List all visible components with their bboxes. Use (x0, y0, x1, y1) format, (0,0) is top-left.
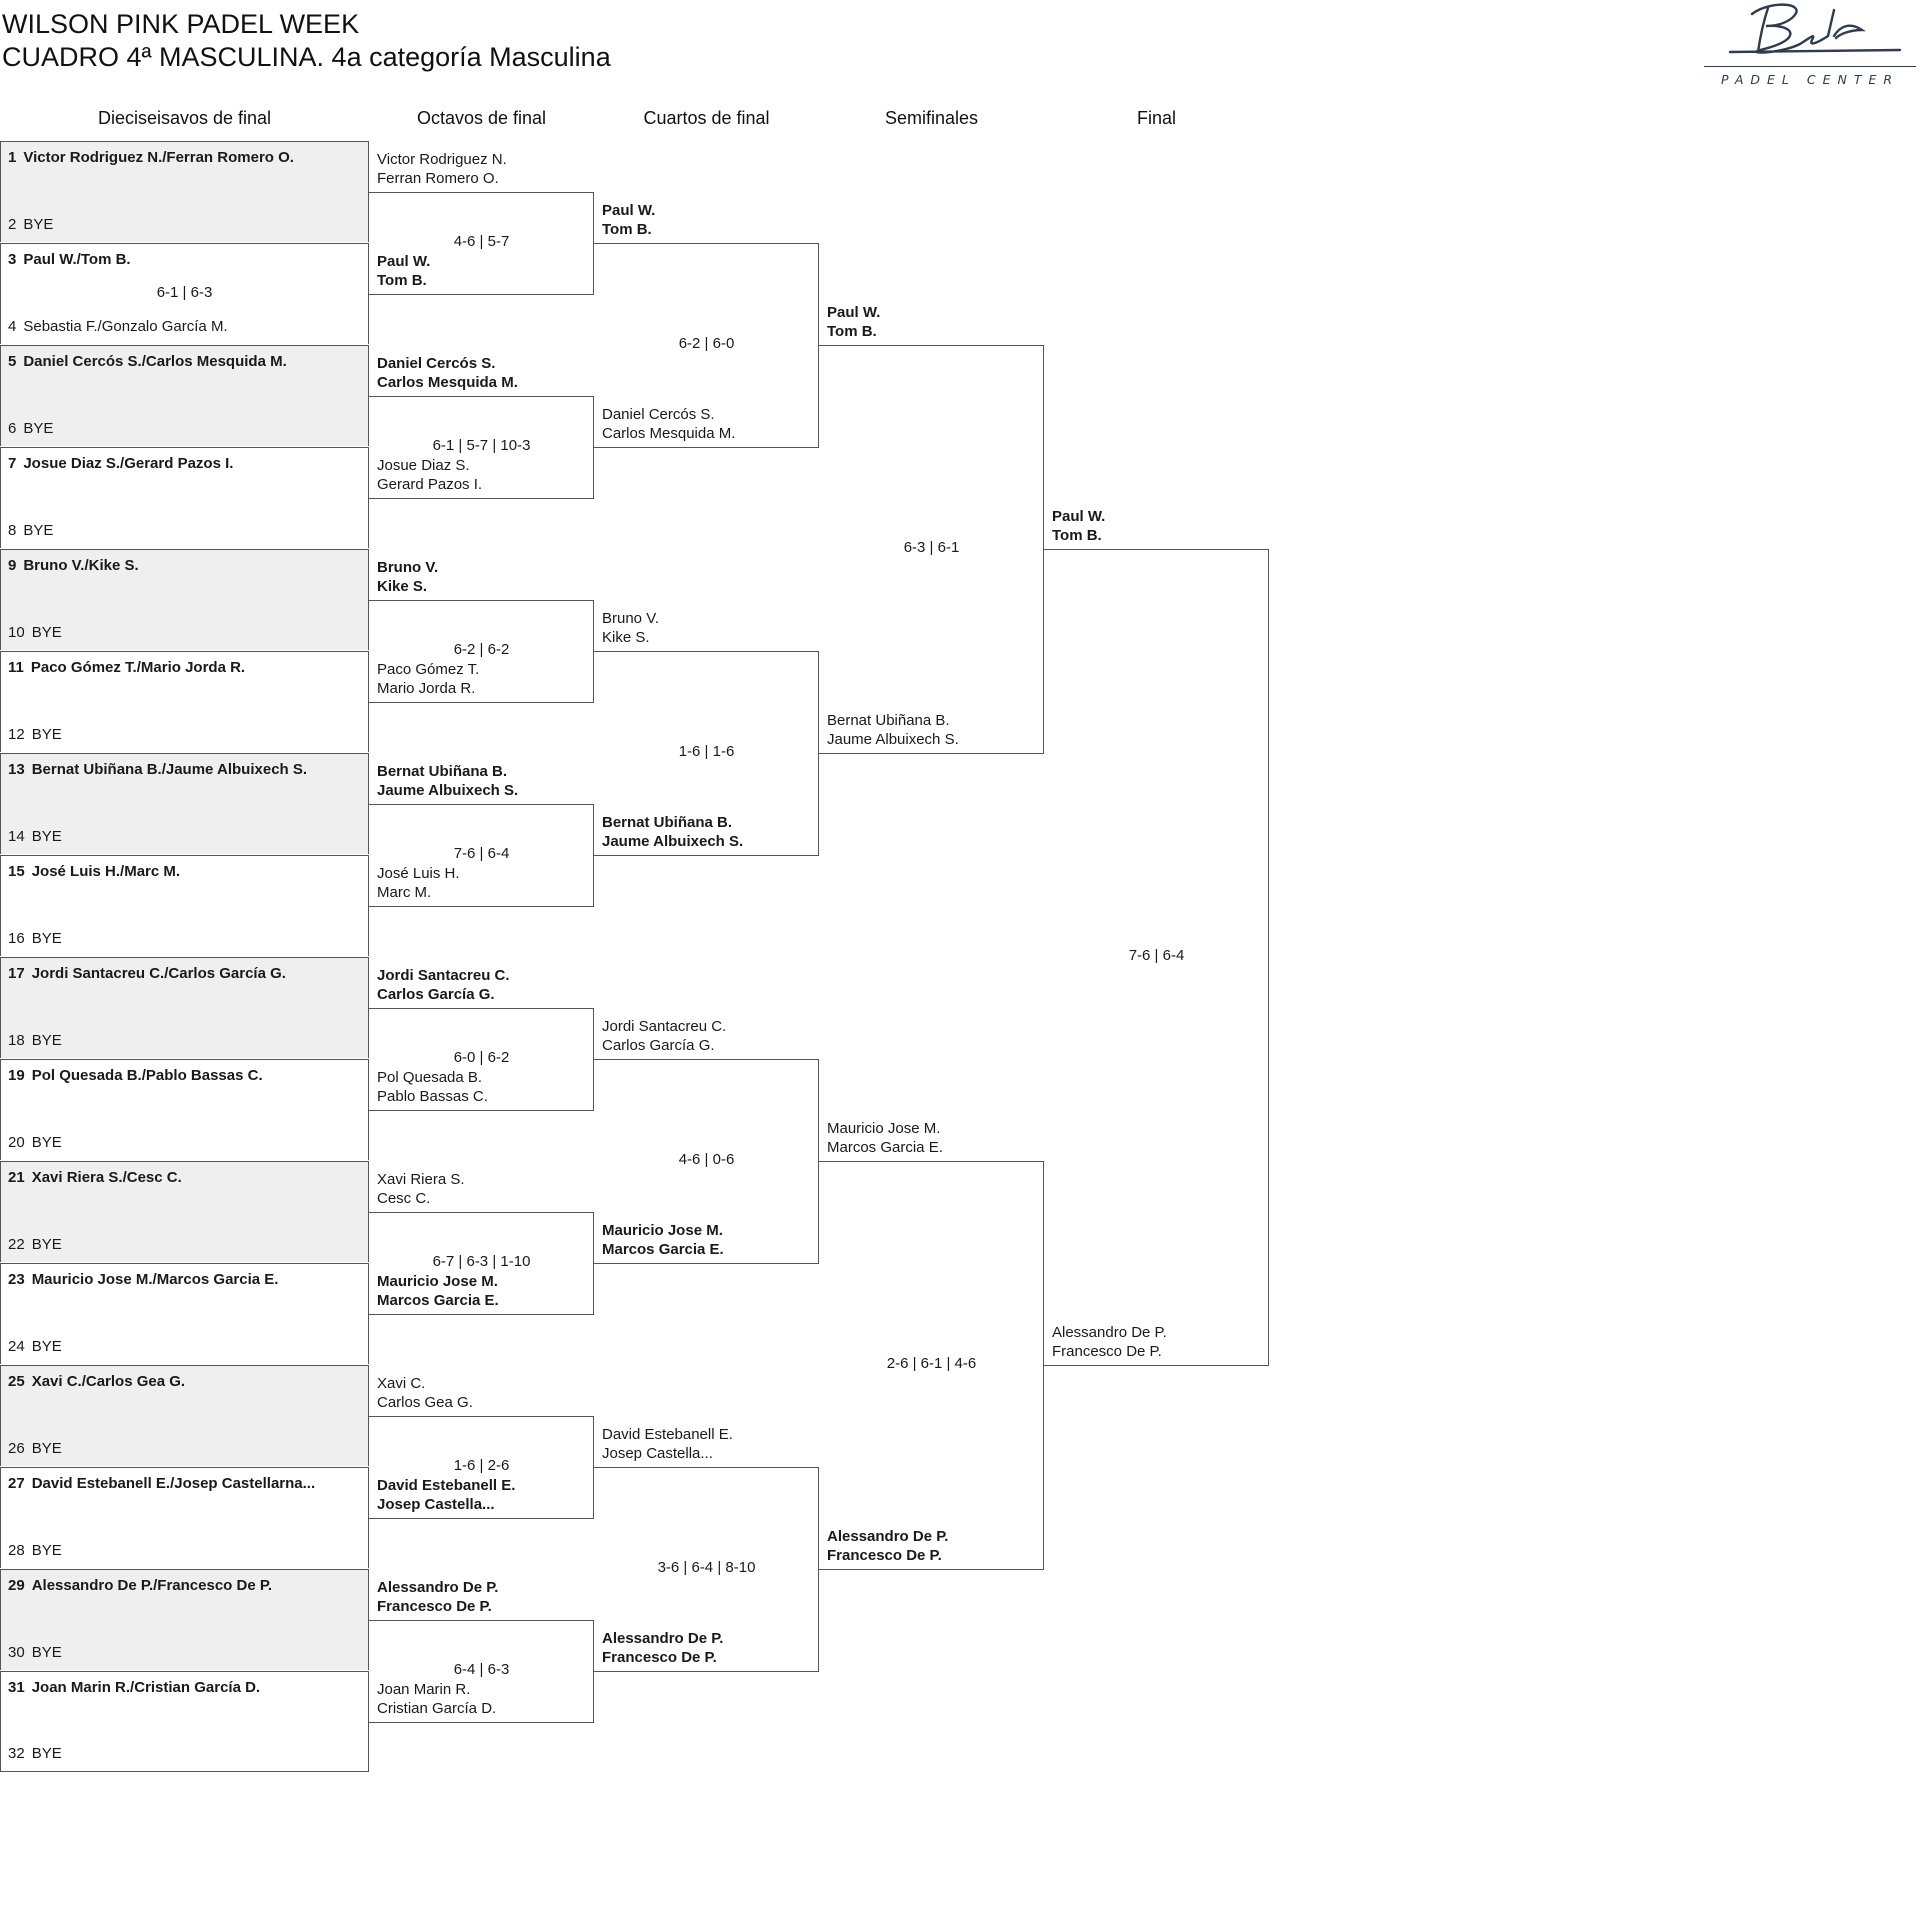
team-name: BYE (31, 1745, 62, 1762)
player-name: Josep Castella... (602, 1445, 713, 1462)
team-entry[interactable] (377, 252, 430, 290)
player-name: Francesco De P. (602, 1649, 717, 1666)
player-name: Marcos Garcia E. (827, 1139, 943, 1156)
bela-signature-icon (1700, 0, 1920, 70)
player-name: Xavi Riera S. (377, 1171, 465, 1188)
match-score: 6-1 | 5-7 | 10-3 (432, 437, 531, 454)
seed-number: 13 (8, 761, 25, 778)
seed-number: 20 (8, 1134, 25, 1151)
player-name: Tom B. (377, 272, 427, 289)
player-name: Gerard Pazos I. (377, 476, 483, 493)
seed-number: 14 (8, 828, 25, 845)
team-name: BYE (31, 1236, 62, 1253)
entry-line (594, 1467, 819, 1468)
entry-line (369, 804, 594, 805)
team-entry[interactable] (8, 624, 62, 641)
player-name: Pablo Bassas C. (377, 1088, 488, 1105)
team-entry[interactable] (1052, 1323, 1167, 1361)
team-entry[interactable] (8, 557, 139, 574)
logo-text: PADEL CENTER (1720, 72, 1900, 87)
team-name: Paul W./Tom B. (23, 251, 131, 268)
team-name: BYE (23, 522, 54, 539)
page-title: WILSON PINK PADEL WEEK (2, 9, 360, 39)
entry-line (594, 855, 819, 856)
team-entry[interactable] (8, 965, 286, 982)
player-name: Paul W. (602, 202, 656, 219)
entry-line (369, 600, 594, 601)
entry-line (369, 1314, 594, 1315)
team-entry[interactable] (377, 1068, 488, 1106)
player-name: Tom B. (827, 323, 877, 340)
seed-number: 18 (8, 1032, 25, 1049)
seed-number: 6 (8, 420, 17, 437)
team-entry[interactable] (8, 1236, 62, 1253)
player-name: Bernat Ubiñana B. (827, 712, 950, 729)
round-header-sf: Semifinales (884, 108, 979, 128)
match-slot (0, 1569, 369, 1670)
seed-number: 15 (8, 863, 25, 880)
seed-number: 30 (8, 1644, 25, 1661)
player-name: Mario Jorda R. (377, 680, 476, 697)
match-slot (0, 549, 369, 650)
player-name: Jordi Santacreu C. (602, 1018, 727, 1035)
team-name: José Luis H./Marc M. (31, 863, 181, 880)
team-entry[interactable] (8, 1338, 62, 1355)
player-name: Bernat Ubiñana B. (377, 763, 508, 780)
player-name: Alessandro De P. (602, 1630, 724, 1647)
match-score: 1-6 | 2-6 (453, 1457, 510, 1474)
team-entry[interactable] (8, 726, 62, 743)
player-name: Bruno V. (377, 559, 439, 576)
seed-number: 29 (8, 1577, 25, 1594)
player-name: Bernat Ubiñana B. (602, 814, 733, 831)
team-entry[interactable] (377, 1680, 496, 1718)
team-entry[interactable] (602, 1425, 733, 1463)
team-name: Daniel Cercós S./Carlos Mesquida M. (23, 353, 287, 370)
round-header-final: Final (1136, 108, 1176, 128)
team-entry[interactable] (8, 251, 131, 268)
player-name: Francesco De P. (377, 1598, 492, 1615)
player-name: Carlos Mesquida M. (602, 425, 736, 442)
seed-number: 12 (8, 726, 25, 743)
team-entry[interactable] (827, 303, 880, 341)
player-name: Kike S. (602, 629, 650, 646)
team-entry[interactable] (377, 1272, 499, 1310)
entry-line (369, 702, 594, 703)
team-entry[interactable] (377, 150, 507, 188)
team-entry[interactable] (8, 522, 53, 539)
entry-line (594, 243, 819, 244)
team-entry[interactable] (8, 1475, 315, 1492)
team-name: Sebastia F./Gonzalo García M. (23, 318, 228, 335)
seed-number: 19 (8, 1067, 25, 1084)
team-name: Jordi Santacreu C./Carlos García G. (31, 965, 286, 982)
seed-number: 17 (8, 965, 25, 982)
player-name: Carlos Gea G. (377, 1394, 473, 1411)
entry-line (369, 396, 594, 397)
team-name: Bruno V./Kike S. (23, 557, 139, 574)
team-name: BYE (31, 828, 62, 845)
team-entry[interactable] (8, 420, 53, 437)
team-entry[interactable] (8, 1542, 62, 1559)
player-name: Paco Gómez T. (377, 661, 480, 678)
seed-number: 4 (8, 318, 17, 335)
player-name: Cristian García D. (377, 1700, 497, 1717)
team-entry[interactable] (8, 149, 294, 166)
team-entry[interactable] (602, 405, 735, 443)
team-entry[interactable] (8, 318, 228, 335)
player-name: José Luis H. (377, 865, 460, 882)
team-name: Bernat Ubiñana B./Jaume Albuixech S. (31, 761, 308, 778)
team-entry[interactable] (8, 1644, 62, 1661)
player-name: Francesco De P. (827, 1547, 942, 1564)
team-entry[interactable] (602, 609, 659, 647)
player-name: Tom B. (1052, 527, 1102, 544)
entry-line (369, 1212, 594, 1213)
player-name: Paul W. (827, 304, 881, 321)
entry-line (369, 1008, 594, 1009)
seed-number: 2 (8, 216, 17, 233)
player-name: Daniel Cercós S. (377, 355, 496, 372)
team-name: Xavi C./Carlos Gea G. (31, 1373, 186, 1390)
entry-line (594, 651, 819, 652)
match-slot (0, 1059, 369, 1160)
team-entry[interactable] (377, 456, 482, 494)
team-entry[interactable] (8, 455, 233, 472)
player-name: Jaume Albuixech S. (377, 782, 519, 799)
team-name: BYE (23, 420, 54, 437)
seed-number: 9 (8, 557, 17, 574)
player-name: David Estebanell E. (377, 1477, 516, 1494)
team-entry[interactable] (8, 1067, 263, 1084)
player-name: Jaume Albuixech S. (827, 731, 959, 748)
team-name: BYE (31, 1134, 62, 1151)
entry-line (369, 1518, 594, 1519)
match-score: 7-6 | 6-4 (453, 845, 510, 862)
match-slot (0, 1161, 369, 1262)
team-entry[interactable] (827, 1119, 943, 1157)
match-score: 6-3 | 6-1 (903, 539, 960, 556)
team-entry[interactable] (602, 1221, 724, 1259)
player-name: Daniel Cercós S. (602, 406, 715, 423)
team-name: Josue Diaz S./Gerard Pazos I. (23, 455, 234, 472)
team-entry[interactable] (602, 1017, 726, 1055)
match-slot (0, 1671, 369, 1772)
entry-line (369, 906, 594, 907)
match-score: 1-6 | 1-6 (678, 743, 735, 760)
entry-line (819, 753, 1044, 754)
team-entry[interactable] (377, 660, 479, 698)
seed-number: 10 (8, 624, 25, 641)
team-entry[interactable] (377, 966, 510, 1004)
player-name: Marcos Garcia E. (377, 1292, 499, 1309)
team-name: Mauricio Jose M./Marcos Garcia E. (31, 1271, 279, 1288)
seed-number: 22 (8, 1236, 25, 1253)
match-slot (0, 1365, 369, 1466)
entry-line (369, 1110, 594, 1111)
team-entry[interactable] (8, 761, 307, 778)
seed-number: 28 (8, 1542, 25, 1559)
team-entry[interactable] (377, 1170, 465, 1208)
player-name: Paul W. (1052, 508, 1106, 525)
match-slot (0, 141, 369, 242)
player-name: Paul W. (377, 253, 431, 270)
entry-line (369, 294, 594, 295)
player-name: Alessandro De P. (827, 1528, 949, 1545)
match-slot (0, 651, 369, 752)
seed-number: 27 (8, 1475, 25, 1492)
padel-center-logo (1700, 0, 1920, 90)
match-score: 2-6 | 6-1 | 4-6 (886, 1355, 977, 1372)
match-score: 6-2 | 6-0 (678, 335, 735, 352)
team-name: BYE (31, 930, 62, 947)
team-name: BYE (31, 1032, 62, 1049)
match-slot (0, 1467, 369, 1568)
match-score: 6-2 | 6-2 (453, 641, 510, 658)
team-entry[interactable] (377, 762, 518, 800)
round-header-r16: Octavos de final (416, 108, 547, 128)
entry-line (819, 1161, 1044, 1162)
round-header-r32: Dieciseisavos de final (97, 108, 272, 128)
entry-line (594, 1263, 819, 1264)
seed-number: 8 (8, 522, 17, 539)
match-score: 4-6 | 5-7 (453, 233, 510, 250)
match-score: 3-6 | 6-4 | 8-10 (657, 1559, 756, 1576)
page-subtitle: CUADRO 4ª MASCULINA. 4a categoría Masculina (2, 42, 611, 72)
match-slot (0, 1263, 369, 1364)
team-entry[interactable] (8, 1169, 182, 1186)
seed-number: 3 (8, 251, 17, 268)
team-entry[interactable] (8, 1440, 62, 1457)
team-entry[interactable] (8, 216, 53, 233)
team-entry[interactable] (602, 1629, 723, 1667)
team-name: Paco Gómez T./Mario Jorda R. (30, 659, 246, 676)
player-name: Bruno V. (602, 610, 659, 627)
team-entry[interactable] (602, 813, 743, 851)
entry-line (819, 1569, 1044, 1570)
player-name: Jaume Albuixech S. (602, 833, 744, 850)
team-entry[interactable] (8, 1745, 62, 1762)
player-name: Victor Rodriguez N. (377, 151, 507, 168)
team-name: Joan Marin R./Cristian García D. (31, 1679, 261, 1696)
team-entry[interactable] (1052, 507, 1105, 545)
team-entry[interactable] (8, 828, 62, 845)
match-score: 6-4 | 6-3 (453, 1661, 510, 1678)
team-entry[interactable] (8, 863, 180, 880)
team-entry[interactable] (8, 1271, 278, 1288)
seed-number: 26 (8, 1440, 25, 1457)
team-name: BYE (31, 624, 62, 641)
team-entry[interactable] (827, 711, 959, 749)
team-name: BYE (31, 1542, 62, 1559)
player-name: Mauricio Jose M. (377, 1273, 498, 1290)
team-name: BYE (31, 1644, 62, 1661)
seed-number: 7 (8, 455, 17, 472)
team-name: Xavi Riera S./Cesc C. (31, 1169, 182, 1186)
entry-line (819, 345, 1044, 346)
team-name: BYE (31, 1440, 62, 1457)
team-entry[interactable] (377, 1476, 515, 1514)
match-score: 6-0 | 6-2 (453, 1049, 510, 1066)
team-entry[interactable] (8, 1577, 272, 1594)
team-entry[interactable] (8, 1679, 260, 1696)
entry-line (594, 1059, 819, 1060)
team-entry[interactable] (377, 354, 518, 392)
seed-number: 5 (8, 353, 17, 370)
team-name: Victor Rodriguez N./Ferran Romero O. (23, 149, 294, 166)
team-entry[interactable] (8, 353, 287, 370)
entry-line (369, 192, 594, 193)
team-entry[interactable] (8, 659, 245, 676)
player-name: Marcos Garcia E. (602, 1241, 724, 1258)
player-name: Josep Castella... (377, 1496, 495, 1513)
team-entry[interactable] (377, 864, 460, 902)
round-header-qf: Cuartos de final (643, 108, 770, 128)
team-name: David Estebanell E./Josep Castellarna... (31, 1475, 316, 1492)
match-score: 4-6 | 0-6 (678, 1151, 735, 1168)
seed-number: 11 (8, 659, 24, 676)
team-name: Pol Quesada B./Pablo Bassas C. (31, 1067, 263, 1084)
team-name: BYE (23, 216, 54, 233)
match-slot (0, 957, 369, 1058)
seed-number: 21 (8, 1169, 25, 1186)
team-entry[interactable] (377, 1578, 498, 1616)
match-slot (0, 753, 369, 854)
seed-number: 31 (8, 1679, 25, 1696)
seed-number: 23 (8, 1271, 25, 1288)
player-name: Alessandro De P. (1052, 1324, 1167, 1341)
player-name: Tom B. (602, 221, 652, 238)
match-slot (0, 447, 369, 548)
entry-line (1044, 1365, 1269, 1366)
player-name: David Estebanell E. (602, 1426, 733, 1443)
team-entry[interactable] (8, 1134, 62, 1151)
entry-line (369, 498, 594, 499)
player-name: Pol Quesada B. (377, 1069, 483, 1086)
seed-number: 25 (8, 1373, 25, 1390)
entry-line (594, 447, 819, 448)
player-name: Carlos García G. (602, 1037, 715, 1054)
team-entry[interactable] (377, 1374, 473, 1412)
team-entry[interactable] (602, 201, 655, 239)
match-score: 7-6 | 6-4 (1128, 947, 1185, 964)
player-name: Alessandro De P. (377, 1579, 499, 1596)
player-name: Kike S. (377, 578, 428, 595)
team-entry[interactable] (377, 558, 438, 596)
team-entry[interactable] (827, 1527, 948, 1565)
seed-number: 32 (8, 1745, 25, 1762)
entry-line (369, 1722, 594, 1723)
match-slot (0, 243, 369, 344)
team-entry[interactable] (8, 1373, 185, 1390)
player-name: Carlos García G. (377, 986, 495, 1003)
entry-line (594, 1671, 819, 1672)
player-name: Josue Diaz S. (377, 457, 470, 474)
match-slot (0, 855, 369, 956)
seed-number: 24 (8, 1338, 25, 1355)
player-name: Marc M. (377, 884, 432, 901)
player-name: Jordi Santacreu C. (377, 967, 510, 984)
match-slot (0, 345, 369, 446)
team-entry[interactable] (8, 1032, 62, 1049)
player-name: Joan Marin R. (377, 1681, 471, 1698)
player-name: Cesc C. (377, 1190, 431, 1207)
player-name: Mauricio Jose M. (602, 1222, 723, 1239)
team-entry[interactable] (8, 930, 62, 947)
entry-line (369, 1620, 594, 1621)
player-name: Francesco De P. (1052, 1343, 1162, 1360)
player-name: Carlos Mesquida M. (377, 374, 518, 391)
team-name: BYE (31, 726, 62, 743)
match-score: 6-7 | 6-3 | 1-10 (432, 1253, 531, 1270)
player-name: Xavi C. (377, 1375, 426, 1392)
seed-number: 1 (8, 149, 17, 166)
team-name: Alessandro De P./Francesco De P. (31, 1577, 273, 1594)
player-name: Mauricio Jose M. (827, 1120, 941, 1137)
team-name: BYE (31, 1338, 62, 1355)
seed-number: 16 (8, 930, 25, 947)
player-name: Ferran Romero O. (377, 170, 499, 187)
match-score: 6-1 | 6-3 (156, 284, 213, 301)
entry-line (1044, 549, 1269, 550)
entry-line (369, 1416, 594, 1417)
